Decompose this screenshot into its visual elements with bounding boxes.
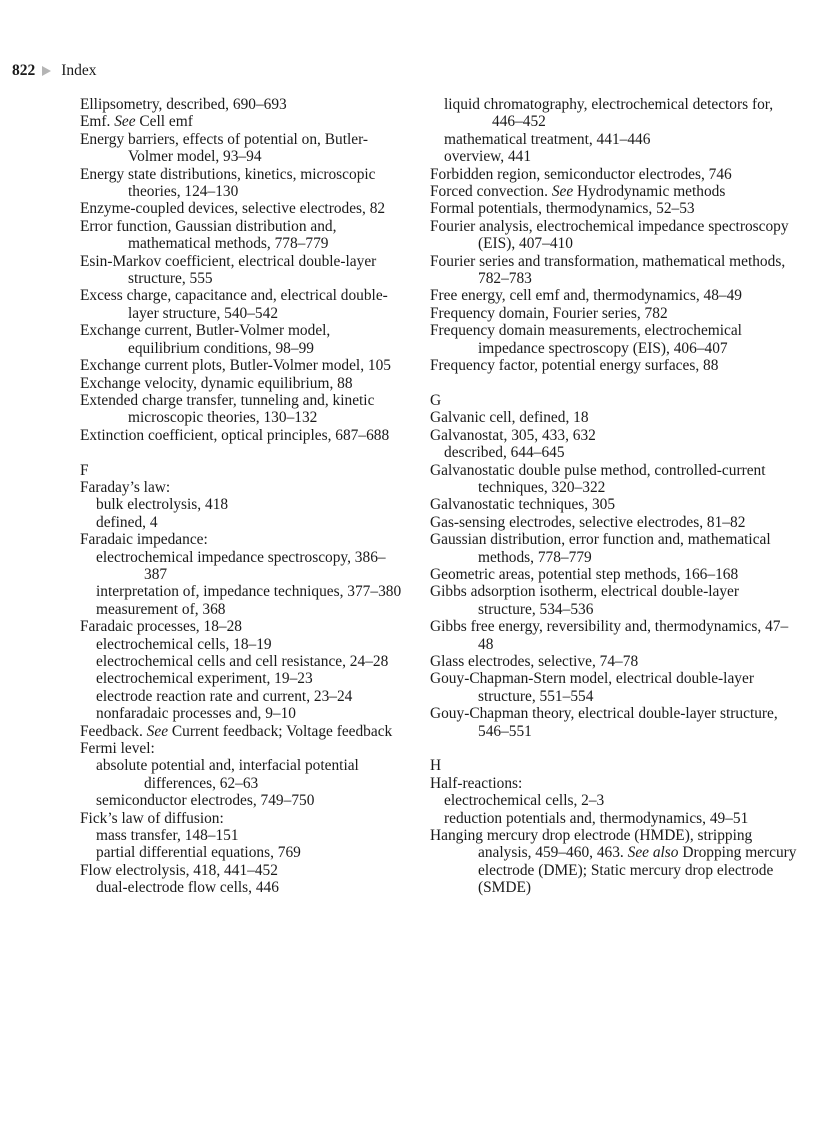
index-subentry: electrochemical cells, 2–3 [444, 792, 605, 810]
triangle-arrow-icon [42, 66, 51, 76]
section-spacer [80, 444, 405, 461]
index-entry: Excess charge, capacitance and, electrical double-layer structure, 540–542 [80, 287, 388, 322]
index-entry: Exchange current plots, Butler-Volmer model, 105 [80, 357, 391, 375]
index-entry [80, 113, 405, 130]
entry-text: Current feedback; Voltage feedback [168, 722, 393, 740]
index-entry: Frequency domain measurements, electrochemical impedance spectroscopy (EIS), 406–407 [430, 322, 742, 357]
index-subentry: mathematical treatment, 441–446 [444, 130, 651, 148]
index-entry: Gouy-Chapman theory, electrical double-layer structure, 546–551 [430, 705, 778, 740]
index-entry: Enzyme-coupled devices, selective electrodes, 82 [80, 200, 386, 218]
index-entry: Formal potentials, thermodynamics, 52–53 [430, 200, 695, 218]
index-entry: Frequency factor, potential energy surfaces, 88 [430, 357, 719, 375]
index-entry: Galvanostat, 305, 433, 632 [430, 426, 596, 444]
index-subentry: overview, 441 [444, 148, 532, 166]
index-entry: Galvanic cell, defined, 18 [430, 409, 589, 427]
entry-text: Emf. [80, 113, 115, 131]
index-entry: Extended charge transfer, tunneling and, kinetic microscopic theories, 130–132 [80, 391, 375, 427]
index-entry: Fourier series and transformation, mathematical methods, 782–783 [430, 252, 786, 288]
index-subentry: absolute potential and, interfacial potential differences, 62–63 [96, 757, 359, 792]
index-entry: Half-reactions: [430, 774, 523, 792]
page-number: 822 [12, 62, 36, 79]
section-spacer [430, 740, 800, 757]
index-subentry: electrochemical experiment, 19–23 [96, 670, 313, 688]
index-entry: Exchange velocity, dynamic equilibrium, 88 [80, 374, 353, 392]
cross-reference-term: See [146, 722, 169, 740]
index-entry: Gibbs free energy, reversibility and, thermodynamics, 47–48 [430, 618, 789, 653]
entry-text: Hanging mercury drop electrode (HMDE), stripping analysis, 459–460, 463. [430, 827, 753, 862]
index-entry: Flow electrolysis, 418, 441–452 [80, 861, 278, 879]
index-subentry: reduction potentials and, thermodynamics, 49–51 [444, 809, 749, 827]
index-subentry: defined, 4 [96, 513, 158, 531]
entry-text: Hydrodynamic methods [573, 183, 726, 201]
index-letter-heading: H [430, 757, 442, 775]
index-entry: Fick’s law of diffusion: [80, 809, 224, 827]
index-entry: Energy state distributions, kinetics, microscopic theories, 124–130 [80, 165, 376, 201]
index-subentry: bulk electrolysis, 418 [96, 496, 229, 514]
index-column-left [80, 96, 405, 897]
index-entry: Galvanostatic techniques, 305 [430, 496, 616, 514]
index-subentry: electrochemical cells and cell resistance, 24–28 [96, 652, 389, 670]
index-entry: Gaussian distribution, error function and, mathematical methods, 778–779 [430, 531, 771, 566]
index-entry: Faradaic processes, 18–28 [80, 618, 242, 636]
cross-reference-term: See [551, 183, 574, 201]
index-letter-heading: F [80, 461, 89, 479]
index-entry: Gouy-Chapman-Stern model, electrical double-layer structure, 551–554 [430, 670, 754, 705]
index-subentry: measurement of, 368 [96, 600, 226, 618]
index-subentry: described, 644–645 [444, 444, 565, 462]
index-letter-heading: G [430, 391, 442, 409]
index-subentry: dual-electrode flow cells, 446 [96, 879, 279, 897]
section-title: Index [61, 62, 97, 79]
page-header [12, 62, 97, 80]
index-entry: Exchange current, Butler-Volmer model, equilibrium conditions, 98–99 [80, 322, 331, 357]
index-subentry: electrochemical cells, 18–19 [96, 635, 272, 653]
index-entry: Geometric areas, potential step methods, 166–168 [430, 565, 739, 583]
index-entry: Faraday’s law: [80, 478, 171, 496]
index-entry: Gas-sensing electrodes, selective electrodes, 81–82 [430, 513, 746, 531]
index-subentry: partial differential equations, 769 [96, 844, 301, 862]
index-subentry: mass transfer, 148–151 [96, 827, 239, 845]
section-spacer [430, 375, 800, 392]
entry-text: Cell emf [135, 113, 193, 131]
index-subentry: nonfaradaic processes and, 9–10 [96, 705, 297, 723]
index-entry: Ellipsometry, described, 690–693 [80, 96, 287, 113]
index-entry: Esin-Markov coefficient, electrical double-layer structure, 555 [80, 252, 377, 288]
index-entry: Gibbs adsorption isotherm, electrical double-layer structure, 534–536 [430, 583, 740, 618]
index-entry: Fourier analysis, electrochemical impedance spectroscopy (EIS), 407–410 [430, 217, 789, 253]
cross-reference-term: See also [627, 844, 679, 862]
index-subentry: electrode reaction rate and current, 23–24 [96, 687, 353, 705]
index-entry [80, 723, 405, 740]
index-entry: Free energy, cell emf and, thermodynamics, 48–49 [430, 287, 742, 305]
entry-text: Feedback. [80, 722, 147, 740]
index-subentry: semiconductor electrodes, 749–750 [96, 792, 315, 810]
entry-text: Dropping mercury electrode (DME); Static mercury drop electrode (SMDE) [478, 844, 797, 897]
index-entry [430, 183, 800, 200]
index-entry: Forbidden region, semiconductor electrodes, 746 [430, 165, 732, 183]
index-column-right [430, 96, 800, 897]
index-entry: Error function, Gaussian distribution and, mathematical methods, 778–779 [80, 217, 337, 253]
index-entry: Frequency domain, Fourier series, 782 [430, 304, 668, 322]
index-entry: Galvanostatic double pulse method, controlled-current techniques, 320–322 [430, 461, 766, 496]
index-entry: Faradaic impedance: [80, 531, 208, 549]
index-subentry: liquid chromatography, electrochemical detectors for, 446–452 [444, 96, 774, 131]
index-subentry: interpretation of, impedance techniques, 377–380 [96, 583, 402, 601]
index-entry: Energy barriers, effects of potential on, Butler-Volmer model, 93–94 [80, 130, 369, 166]
cross-reference-term: See [114, 113, 136, 131]
index-entry [430, 827, 800, 897]
index-subentry: electrochemical impedance spectroscopy, 386–387 [96, 548, 386, 583]
index-entry: Extinction coefficient, optical principles, 687–688 [80, 426, 390, 444]
index-entry: Fermi level: [80, 740, 155, 758]
index-entry: Glass electrodes, selective, 74–78 [430, 652, 639, 670]
entry-text: Forced convection. [430, 183, 552, 201]
